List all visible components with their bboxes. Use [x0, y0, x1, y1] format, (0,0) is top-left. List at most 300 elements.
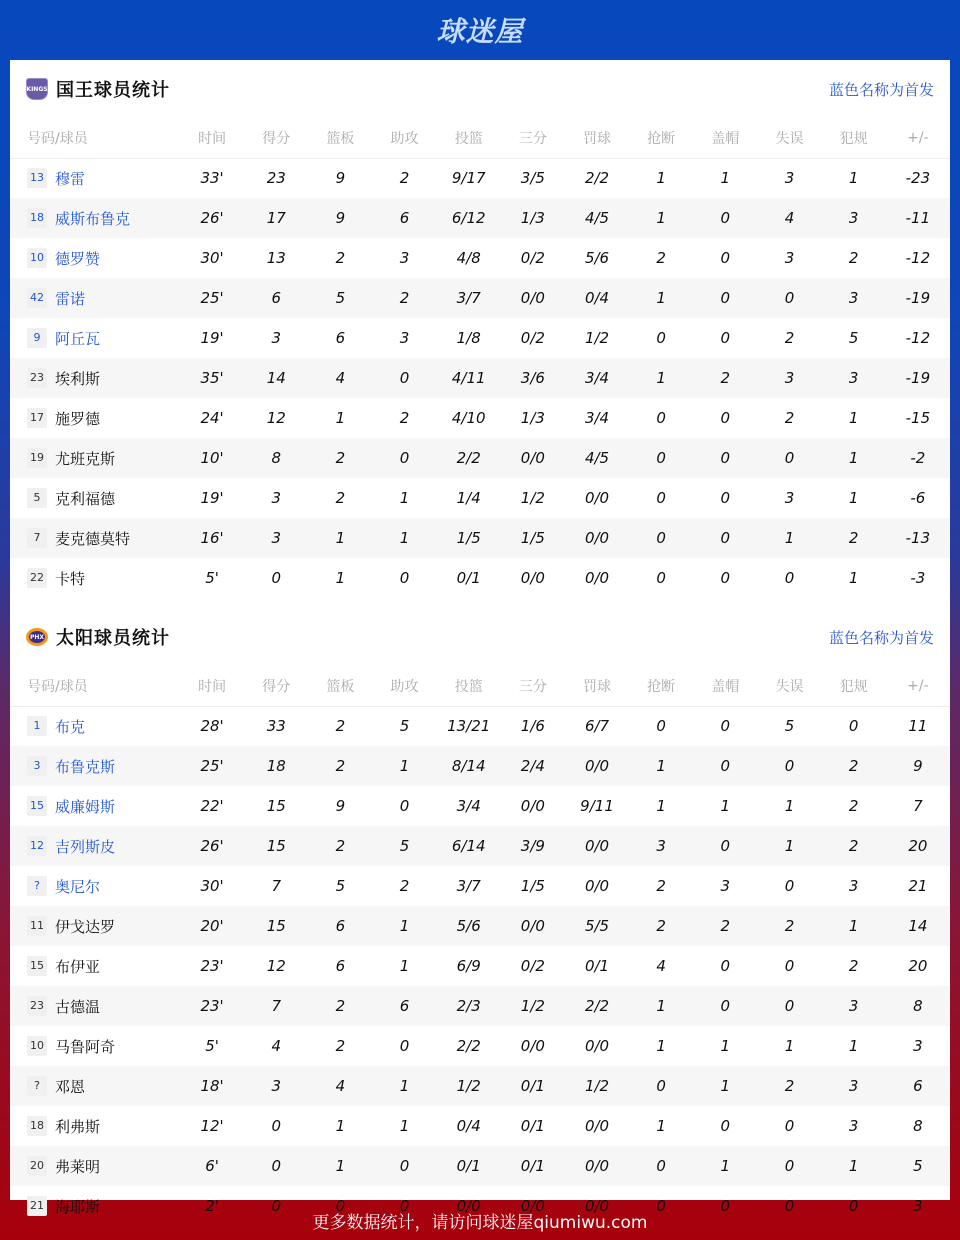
stat-cell: 2 — [308, 986, 372, 1026]
player-name[interactable]: 威廉姆斯 — [55, 797, 116, 816]
player-name[interactable]: 德罗赞 — [55, 249, 101, 268]
stat-cell: 1 — [372, 1066, 436, 1106]
jersey-number: 11 — [27, 916, 47, 936]
table-row[interactable] — [10, 238, 950, 278]
stat-cell: 0/0 — [565, 746, 629, 786]
player-cell[interactable] — [10, 398, 180, 438]
jersey-number: 17 — [27, 408, 47, 428]
stat-cell: 22' — [200, 797, 224, 815]
stat-cell: 3 — [913, 1037, 923, 1055]
stat-cell: 0 — [656, 569, 666, 587]
stat-cell: 0/0 — [584, 1037, 610, 1055]
stat-cell: 1 — [720, 1037, 731, 1055]
stat-cell: 0/0 — [520, 1197, 545, 1215]
stat-cell: 0 — [656, 329, 666, 347]
section-header — [10, 608, 950, 666]
player-name[interactable]: 弗莱明 — [55, 1157, 101, 1176]
player-name[interactable]: 奥尼尔 — [55, 877, 101, 896]
stat-cell: 0/4 — [456, 1117, 481, 1135]
stat-cell: 0 — [693, 986, 757, 1026]
player-name[interactable]: 布克 — [55, 717, 86, 736]
stat-cell: 3 — [757, 358, 821, 398]
footer-banner[interactable] — [0, 1197, 960, 1240]
stat-cell: 3 — [271, 489, 281, 507]
stat-cell: 0 — [693, 438, 757, 478]
player-cell[interactable] — [10, 986, 180, 1026]
stat-cell: 2 — [848, 797, 859, 815]
jersey-number: 22 — [27, 568, 47, 588]
stat-cell: 0 — [244, 1146, 308, 1186]
player-name[interactable]: 雷诺 — [55, 289, 86, 308]
player-name[interactable]: 卡特 — [55, 569, 86, 588]
stat-cell: 4 — [757, 198, 821, 238]
stat-cell: 1 — [656, 169, 666, 188]
stat-cell: 4 — [308, 1066, 372, 1106]
jersey-number: 18 — [27, 208, 47, 228]
player-name[interactable]: 穆雷 — [55, 169, 86, 188]
player-cell[interactable] — [10, 278, 180, 318]
stat-cell: 5 — [308, 278, 372, 318]
stat-cell: 2' — [205, 1197, 219, 1215]
stat-cell: 1/8 — [456, 329, 481, 347]
column-header: 三分 — [501, 666, 565, 706]
stat-cell: 1 — [848, 1037, 859, 1055]
stat-cell: 6 — [335, 329, 346, 347]
stat-cell: 19' — [200, 489, 224, 507]
team-title — [26, 76, 170, 102]
stat-cell: 0/1 — [501, 1066, 565, 1106]
stat-cell: 3 — [822, 986, 886, 1026]
stat-cell: 0 — [656, 489, 666, 507]
stat-cell: 5 — [399, 717, 410, 736]
column-header: 投篮 — [437, 666, 501, 706]
stat-cell: 6/9 — [456, 957, 481, 975]
stat-cell: 0 — [629, 518, 693, 558]
stat-cell: 12 — [266, 409, 286, 427]
stat-cell: 0/0 — [565, 518, 629, 558]
stat-cell: 3 — [399, 329, 410, 347]
table-row[interactable] — [10, 278, 950, 318]
stat-cell: 10' — [180, 438, 244, 478]
stat-cell: 0/0 — [584, 1117, 610, 1135]
stat-cell: 28' — [200, 717, 224, 736]
stat-cell: 3 — [848, 1117, 859, 1135]
table-row[interactable] — [10, 318, 950, 358]
stat-cell: 1/2 — [520, 489, 545, 507]
stat-cell: 26' — [180, 826, 244, 866]
stat-cell: 9/11 — [580, 797, 614, 815]
jersey-number: 23 — [27, 996, 47, 1016]
stat-cell: 5 — [335, 877, 346, 895]
top-bar — [0, 0, 960, 60]
jersey-number: 23 — [27, 368, 47, 388]
player-name[interactable]: 利弗斯 — [55, 1117, 101, 1136]
stat-cell: 1 — [372, 746, 436, 786]
stat-cell: -12 — [905, 329, 931, 347]
stat-cell: 3/7 — [456, 877, 481, 895]
player-cell[interactable] — [10, 358, 180, 398]
stat-cell: 1 — [822, 906, 886, 946]
stat-cell: 2 — [629, 906, 693, 946]
column-header: +/- — [886, 666, 950, 706]
stat-cell: 1 — [335, 409, 346, 427]
stat-cell: 2 — [308, 746, 372, 786]
stat-cell: -3 — [910, 569, 926, 587]
stat-cell: 1/3 — [501, 198, 565, 238]
stat-cell: 2 — [757, 1066, 821, 1106]
stat-cell: 1 — [693, 1146, 757, 1186]
stat-cell: 5/5 — [565, 906, 629, 946]
stat-cell: 24' — [200, 409, 224, 427]
player-cell[interactable] — [10, 1066, 180, 1106]
player-cell[interactable] — [10, 518, 180, 558]
player-name[interactable]: 威斯布鲁克 — [55, 209, 131, 228]
stat-cell: 3/6 — [501, 358, 565, 398]
stat-cell: 18 — [244, 746, 308, 786]
stat-cell: 0 — [399, 1197, 410, 1215]
column-header: 篮板 — [308, 666, 372, 706]
column-header: 抢断 — [629, 118, 693, 158]
stat-cell: 1 — [720, 169, 731, 188]
stat-cell: 3 — [784, 169, 795, 188]
player-cell[interactable] — [10, 786, 180, 826]
table-row[interactable] — [10, 1106, 950, 1146]
table-row[interactable] — [10, 158, 950, 198]
column-header: 犯规 — [822, 666, 886, 706]
player-cell[interactable] — [10, 1106, 180, 1146]
player-name[interactable]: 马鲁阿奇 — [55, 1037, 116, 1056]
stat-cell: 2 — [335, 489, 346, 507]
stat-cell: 8 — [244, 438, 308, 478]
stat-cell: 0 — [693, 746, 757, 786]
stat-cell: 0 — [757, 438, 821, 478]
stat-cell: 0/4 — [565, 278, 629, 318]
stat-cell: 0/1 — [520, 1117, 545, 1135]
stat-cell: 2 — [399, 169, 410, 188]
stat-cell: 12' — [200, 1117, 224, 1135]
stat-cell: 3 — [244, 518, 308, 558]
stat-cell: 8 — [886, 986, 950, 1026]
stat-cell: 5 — [372, 826, 436, 866]
stat-cell: 1/5 — [501, 518, 565, 558]
player-name[interactable]: 海耶斯 — [55, 1197, 101, 1216]
player-cell[interactable] — [10, 906, 180, 946]
stat-cell: 0 — [693, 518, 757, 558]
stat-cell: 1 — [629, 278, 693, 318]
player-cell[interactable] — [10, 238, 180, 278]
stat-cell: 18' — [180, 1066, 244, 1106]
stat-cell: 14 — [886, 906, 950, 946]
stat-cell: 1/2 — [437, 1066, 501, 1106]
stat-cell: 5 — [848, 329, 859, 347]
stat-cell: 3 — [720, 877, 731, 895]
stat-cell: 0/0 — [501, 438, 565, 478]
table-row[interactable] — [10, 198, 950, 238]
stat-cell: 9 — [335, 797, 346, 815]
table-row[interactable] — [10, 826, 950, 866]
stat-cell: 3/4 — [456, 797, 481, 815]
stat-cell: 3 — [822, 198, 886, 238]
jersey-number: ? — [27, 876, 47, 896]
stat-cell: 2 — [335, 717, 346, 736]
stat-cell: 1 — [629, 986, 693, 1026]
player-name[interactable]: 克利福德 — [55, 489, 116, 508]
player-name[interactable]: 阿丘瓦 — [55, 329, 101, 348]
stat-cell: 25' — [180, 746, 244, 786]
stat-cell: 1 — [308, 518, 372, 558]
stat-cell: 3/4 — [565, 358, 629, 398]
column-header: 三分 — [501, 118, 565, 158]
stat-cell: 2 — [372, 278, 436, 318]
stat-cell: 0 — [720, 249, 731, 267]
stat-cell: 0 — [399, 569, 410, 587]
stat-cell: 1 — [399, 1117, 410, 1135]
player-cell[interactable] — [10, 478, 180, 518]
stat-cell: 6/14 — [437, 826, 501, 866]
table-row[interactable] — [10, 358, 950, 398]
jersey-number: 5 — [27, 488, 47, 508]
stat-cell: 0 — [335, 1197, 346, 1215]
stat-cell: 4 — [656, 957, 666, 975]
stat-cell: 0/1 — [456, 569, 481, 587]
player-name[interactable]: 吉列斯皮 — [55, 837, 116, 856]
column-header: 抢断 — [629, 666, 693, 706]
stat-cell: 3 — [629, 826, 693, 866]
stat-cell: 2 — [822, 518, 886, 558]
stat-cell: 1 — [372, 906, 436, 946]
stat-cell: 6 — [308, 906, 372, 946]
player-cell[interactable] — [10, 826, 180, 866]
player-name[interactable]: 布鲁克斯 — [55, 757, 116, 776]
stat-cell: 0 — [720, 409, 731, 427]
stat-cell: 8/14 — [437, 746, 501, 786]
column-header: 失误 — [757, 666, 821, 706]
table-row[interactable] — [10, 518, 950, 558]
jersey-number: 19 — [27, 448, 47, 468]
stat-cell: 1 — [399, 957, 410, 975]
stat-cell: 2 — [822, 746, 886, 786]
stat-cell: 2 — [848, 249, 859, 267]
stat-cell: 1 — [784, 797, 795, 815]
table-row[interactable] — [10, 866, 950, 906]
stat-cell: 0 — [693, 278, 757, 318]
stat-cell: 2/2 — [437, 438, 501, 478]
stat-cell: 1 — [656, 1037, 666, 1055]
player-cell[interactable] — [10, 866, 180, 906]
table-row[interactable] — [10, 438, 950, 478]
stat-cell: 0/0 — [501, 906, 565, 946]
table-row[interactable] — [10, 558, 950, 598]
stat-cell: 2 — [308, 438, 372, 478]
stat-cell: 0/0 — [520, 797, 545, 815]
stat-cell: 5/6 — [584, 249, 610, 267]
stat-cell: 1 — [629, 358, 693, 398]
stat-cell: 2/2 — [456, 1037, 481, 1055]
column-header: 罚球 — [565, 666, 629, 706]
stat-cell: 6 — [886, 1066, 950, 1106]
stat-cell: 4/8 — [456, 249, 481, 267]
jersey-number: 20 — [27, 1156, 47, 1176]
stat-cell: 2 — [784, 409, 795, 427]
stat-cell: 3 — [271, 329, 281, 347]
stat-cell: 15 — [266, 797, 286, 815]
jersey-number: 3 — [27, 756, 47, 776]
player-name[interactable]: 古德温 — [55, 997, 101, 1016]
player-cell[interactable] — [10, 706, 180, 746]
stat-cell: 0 — [757, 1146, 821, 1186]
player-cell[interactable] — [10, 558, 180, 598]
stat-cell: 2/4 — [501, 746, 565, 786]
jersey-number: 7 — [27, 528, 47, 548]
stat-cell: 23 — [266, 169, 286, 188]
stat-cell: 0/0 — [565, 826, 629, 866]
stat-cell: -13 — [886, 518, 950, 558]
stat-cell: 4/10 — [451, 409, 486, 427]
column-header: 时间 — [180, 666, 244, 706]
stat-cell: 4/5 — [565, 198, 629, 238]
stat-cell: 0/2 — [520, 249, 545, 267]
stat-cell: 1/5 — [520, 877, 545, 895]
stat-cell: 0 — [784, 1197, 795, 1215]
stat-cell: -19 — [886, 358, 950, 398]
table-row[interactable] — [10, 1026, 950, 1066]
column-header: 失误 — [757, 118, 821, 158]
stat-cell: 25' — [180, 278, 244, 318]
column-header: 得分 — [244, 118, 308, 158]
stat-cell: 1 — [399, 489, 410, 507]
stat-cell: 1 — [757, 826, 821, 866]
stat-cell: 20' — [180, 906, 244, 946]
stat-cell: 6/12 — [437, 198, 501, 238]
stat-cell: -19 — [886, 278, 950, 318]
player-cell[interactable] — [10, 946, 180, 986]
table-row[interactable] — [10, 906, 950, 946]
stat-cell: 0/1 — [584, 957, 610, 975]
stat-cell: 0/0 — [501, 278, 565, 318]
stat-cell: 30' — [200, 249, 224, 267]
stat-cell: 5' — [205, 1037, 219, 1055]
stat-cell: 1 — [720, 797, 731, 815]
player-cell[interactable] — [10, 318, 180, 358]
stat-cell: 26' — [180, 198, 244, 238]
jersey-number: ? — [27, 1076, 47, 1096]
player-cell[interactable] — [10, 198, 180, 238]
jersey-number: 12 — [27, 836, 47, 856]
stat-cell: 1 — [822, 438, 886, 478]
suns-logo-icon: PHX — [29, 631, 45, 643]
stat-cell: 9/17 — [451, 169, 486, 188]
stat-cell: 0 — [629, 1066, 693, 1106]
player-name[interactable]: 伊戈达罗 — [55, 917, 116, 936]
stat-cell: 3 — [848, 877, 859, 895]
stat-cell: 0 — [784, 569, 795, 587]
player-cell[interactable] — [10, 1026, 180, 1066]
jersey-number: 9 — [27, 328, 47, 348]
player-name[interactable]: 埃利斯 — [55, 369, 101, 388]
stat-cell: 1 — [848, 409, 859, 427]
player-name[interactable]: 尤班克斯 — [55, 449, 116, 468]
table-row[interactable] — [10, 746, 950, 786]
stat-cell: 11 — [908, 717, 928, 736]
column-header: 助攻 — [372, 118, 436, 158]
stat-cell: 6' — [180, 1146, 244, 1186]
column-header: 犯规 — [822, 118, 886, 158]
stat-cell: 3/9 — [501, 826, 565, 866]
stat-cell: 0 — [271, 1197, 281, 1215]
table-row[interactable] — [10, 786, 950, 826]
stat-cell: 6 — [372, 986, 436, 1026]
table-row[interactable] — [10, 1066, 950, 1106]
stat-cell: 4 — [308, 358, 372, 398]
table-row[interactable] — [10, 706, 950, 746]
stat-cell: 2 — [822, 826, 886, 866]
jersey-number: 10 — [27, 1036, 47, 1056]
team-name: 国王球员统计 — [56, 80, 170, 101]
stat-cell: -15 — [905, 409, 931, 427]
stat-cell: 1 — [693, 1066, 757, 1106]
stat-cell: -23 — [905, 169, 931, 188]
player-name[interactable]: 施罗德 — [55, 409, 101, 428]
player-name[interactable]: 麦克德莫特 — [55, 529, 131, 548]
stat-cell: 0 — [629, 1146, 693, 1186]
table-row[interactable] — [10, 398, 950, 438]
stat-cell: 0 — [720, 489, 731, 507]
stat-cell: 1 — [629, 198, 693, 238]
table-row[interactable] — [10, 1146, 950, 1186]
stat-cell: 0/1 — [501, 1146, 565, 1186]
stat-cell: 0 — [720, 957, 731, 975]
stat-cell: 1 — [629, 746, 693, 786]
player-name[interactable]: 布伊亚 — [55, 957, 101, 976]
stat-cell: 30' — [200, 877, 224, 895]
stat-cell: 33 — [266, 717, 286, 736]
starter-legend: 蓝色名称为首发 — [828, 628, 934, 647]
table-row[interactable] — [10, 946, 950, 986]
jersey-number: 18 — [27, 1116, 47, 1136]
footer-text: 更多数据统计，请访问球迷屋qiumiwu.com — [312, 1212, 648, 1233]
stats-card — [10, 60, 950, 1216]
table-header-row — [10, 666, 950, 706]
stat-cell: 0 — [784, 1117, 795, 1135]
stat-cell: 0 — [757, 746, 821, 786]
stat-cell: 1 — [784, 1037, 795, 1055]
stat-cell: 0 — [271, 1117, 281, 1135]
stat-cell: 0 — [372, 1146, 436, 1186]
table-row[interactable] — [10, 986, 950, 1026]
player-name[interactable]: 邓恩 — [55, 1077, 86, 1096]
player-cell[interactable] — [10, 158, 180, 198]
player-stats-table — [10, 666, 950, 1226]
stat-cell: 1 — [308, 1146, 372, 1186]
stat-cell: 2/2 — [565, 986, 629, 1026]
stat-cell: 1/2 — [565, 1066, 629, 1106]
stat-cell: 0 — [720, 569, 731, 587]
player-cell[interactable] — [10, 746, 180, 786]
stat-cell: 2 — [399, 877, 410, 895]
stat-cell: 1/6 — [520, 717, 545, 736]
stat-cell: -2 — [886, 438, 950, 478]
stat-cell: 13 — [266, 249, 286, 267]
stat-cell: 0 — [629, 438, 693, 478]
stat-cell: 15 — [244, 906, 308, 946]
player-cell[interactable] — [10, 438, 180, 478]
player-cell[interactable] — [10, 1146, 180, 1186]
stat-cell: -12 — [905, 249, 931, 267]
stat-cell: 2 — [693, 358, 757, 398]
stat-cell: 0 — [720, 717, 731, 736]
table-row[interactable] — [10, 478, 950, 518]
stat-cell: 20 — [908, 957, 928, 975]
